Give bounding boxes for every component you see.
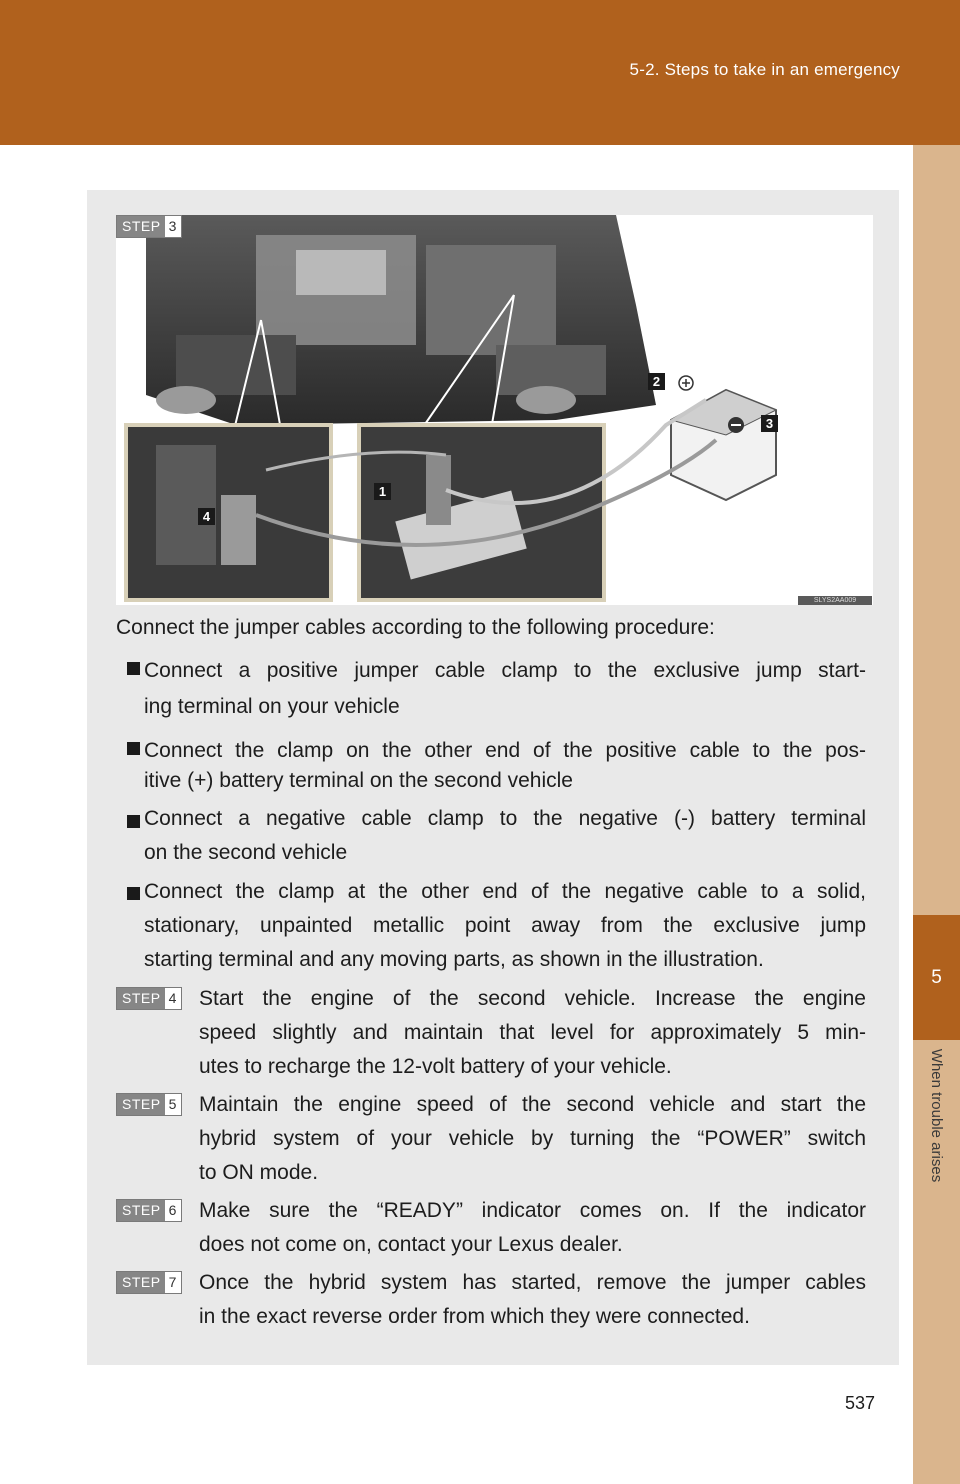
substep-2-line2: itive (+) battery terminal on the second vehicle: [144, 769, 573, 792]
step-badge-number: 3: [165, 216, 181, 237]
step-5-line3: to ON mode.: [199, 1161, 319, 1184]
substep-2-line1: Connect the clamp on the other end of the positive cable to the pos-: [144, 739, 866, 762]
substep-3-line2: on the second vehicle: [144, 841, 348, 864]
page-header: [0, 0, 960, 145]
step-5-line1: Maintain the engine speed of the second vehicle and start the: [199, 1093, 866, 1116]
step-6-badge: [116, 1199, 182, 1222]
step-badge-number: 7: [165, 1272, 181, 1293]
step-badge-label: STEP: [117, 1200, 165, 1221]
step-badge-number: 6: [165, 1200, 181, 1221]
section-title: 5-2. Steps to take in an emergency: [629, 60, 900, 79]
side-tab: [913, 145, 960, 1484]
chapter-title-text: When trouble arises: [928, 1048, 945, 1182]
substep-4-line3: starting terminal and any moving parts, as shown in the illustration.: [144, 948, 764, 971]
step-6-line2: does not come on, contact your Lexus dealer.: [199, 1233, 623, 1256]
step-6-line1: Make sure the “READY” indicator comes on. If the indicator: [199, 1199, 866, 1222]
callout-1: 1: [374, 483, 391, 500]
substep-4-line2: stationary, unpainted metallic point away from the exclusive jump: [144, 914, 866, 937]
substep-1-line2: ing terminal on your vehicle: [144, 695, 400, 718]
step-5-badge: [116, 1093, 182, 1116]
step-7-line2: in the exact reverse order from which they were connected.: [199, 1305, 750, 1328]
step-4-badge: [116, 987, 182, 1010]
step-4-line1: Start the engine of the second vehicle. Increase the engine: [199, 987, 866, 1010]
step-5-line2: hybrid system of your vehicle by turning the “POWER” switch: [199, 1127, 866, 1150]
intro-text: Connect the jumper cables according to the following procedure:: [116, 616, 715, 639]
substep-3-line1: Connect a negative cable clamp to the negative (-) battery terminal: [144, 807, 866, 830]
jump-start-illustration: [116, 215, 873, 605]
substep-3-marker: [127, 815, 140, 828]
engine-bay-drawing: [116, 215, 873, 605]
step-7-line1: Once the hybrid system has started, remove the jumper cables: [199, 1271, 866, 1294]
step-badge-label: STEP: [117, 1094, 165, 1115]
step-badge-label: STEP: [117, 1272, 165, 1293]
step-badge-number: 5: [165, 1094, 181, 1115]
substep-4-marker: [127, 887, 140, 900]
callout-2: 2: [648, 373, 665, 390]
step-4-line2: speed slightly and maintain that level for approximately 5 min-: [199, 1021, 866, 1044]
substep-1-line1: Connect a positive jumper cable clamp to the exclusive jump start-: [144, 659, 866, 682]
page-number: 537: [845, 1393, 876, 1413]
substep-1-marker: [127, 662, 140, 675]
chapter-number: 5: [913, 915, 960, 1040]
substep-2-marker: [127, 742, 140, 755]
step-badge-label: STEP: [117, 988, 165, 1009]
callout-4: 4: [198, 508, 215, 525]
step-badge-number: 4: [165, 988, 181, 1009]
step-3-badge: [116, 215, 182, 238]
chapter-title: [913, 1048, 960, 1182]
callout-3: 3: [761, 415, 778, 432]
substep-4-line1: Connect the clamp at the other end of the negative cable to a solid,: [144, 880, 866, 903]
step-badge-label: STEP: [117, 216, 165, 237]
step-4-line3: utes to recharge the 12-volt battery of your vehicle.: [199, 1055, 672, 1078]
step-7-badge: [116, 1271, 182, 1294]
image-code: SLYS2AA009: [813, 597, 857, 604]
